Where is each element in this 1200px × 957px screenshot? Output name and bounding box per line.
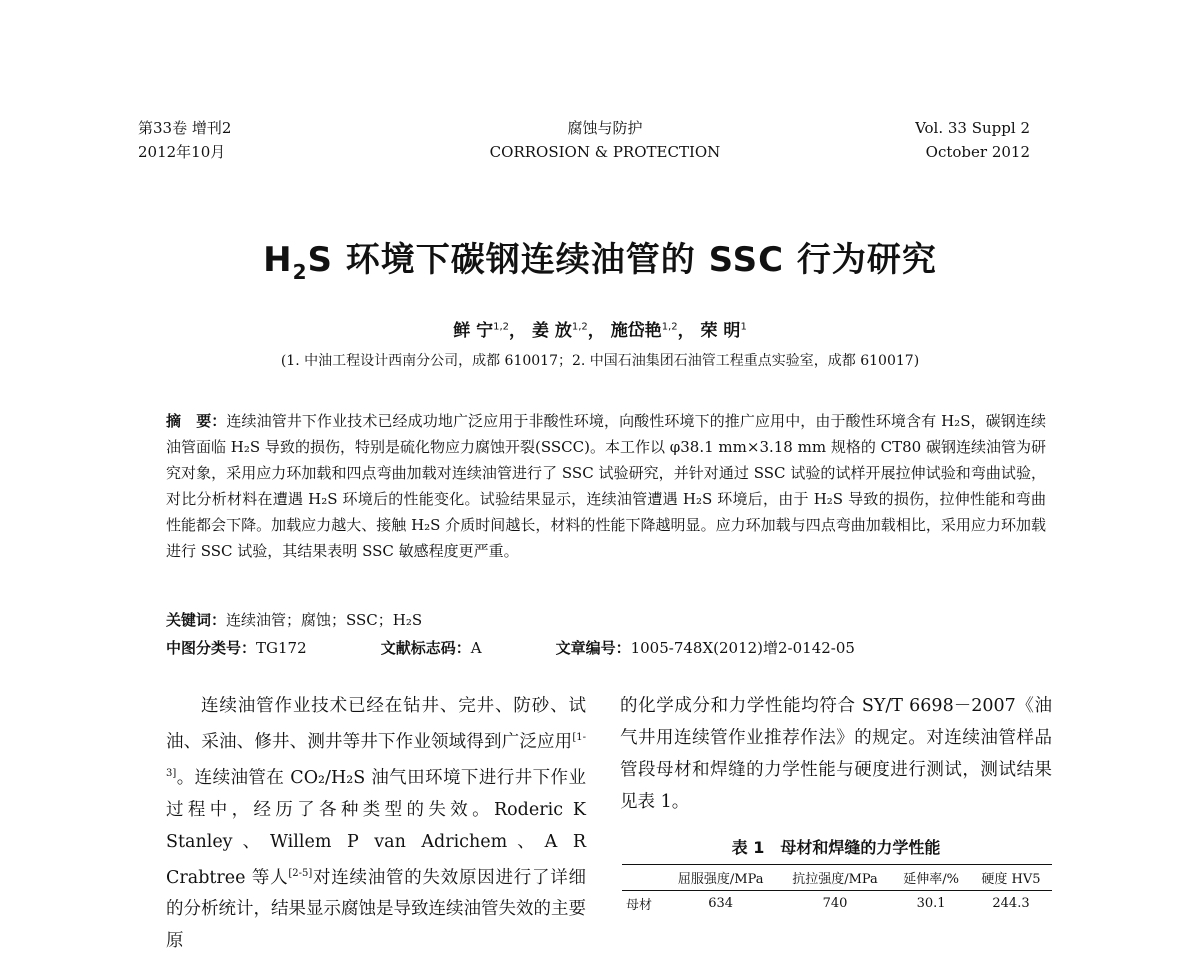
table-header: 抗拉强度/MPa xyxy=(792,872,878,887)
header-volume: 第33卷 增刊2 xyxy=(138,119,232,137)
header-left xyxy=(138,116,231,164)
keywords-label: 关键词： xyxy=(166,611,227,629)
author: 鲜 宁$^{1,2}$， xyxy=(453,321,527,341)
classification-line xyxy=(166,637,1046,658)
doc-code-value: A xyxy=(470,639,482,657)
clc-value: TG172 xyxy=(256,639,307,657)
article-no-label: 文章编号： xyxy=(555,639,631,657)
abstract-text: 连续油管井下作业技术已经成功地广泛应用于非酸性环境，向酸性环境下的推广应用中，由于酸性环境含有 H₂S，碳钢连续油管面临 H₂S 导致的损伤，特别是硫化物应力腐蚀开裂(SSCC)。本工作以 φ38.1 mm×3.18 mm 规格的 CT80 碳钢连续油管为研究对象，采用应力环加载和四点弯曲加载对连续油管进行了 SSC 试验研究，并针对通过 SSC 试验的试样开展拉伸试验和弯曲试验，对比分析材料在遭遇 H₂S 环境后的性能变化。试验结果显示，连续油管遭遇 H₂S 环境后，由于 H₂S 导致的损伤，拉伸性能和弯曲性能都会下降。加载应力越大、接触 H₂S 介质时间越长，材料的性能下降越明显。应力环加载与四点弯曲加载相比，采用应力环加载进行 SSC 试验，其结果表明 SSC 敏感程度更严重。 xyxy=(166,412,1046,560)
header-date: 2012年10月 xyxy=(138,143,226,161)
journal-name-cn: 腐蚀与防护 xyxy=(567,119,643,137)
abstract xyxy=(166,408,1046,564)
mechanical-properties-table xyxy=(622,864,1052,916)
body-paragraph: 连续油管作业技术已经在钻井、完井、防砂、试油、采油、修井、测井等井下作业领域得到广泛应用[1-3]。连续油管在 CO₂/H₂S 油气田环境下进行井下作业过程中，经历了各种类型的失效。Roderic K Stanley、Willem P van Adrichem、A R Crabtree 等人[2-5]对连续油管的失效原因进行了详细的分析统计，结果显示腐蚀是导致连续油管失效的主要原 xyxy=(166,696,586,952)
table-header: 屈服强度/MPa xyxy=(677,872,764,887)
author: 荣 明$^1$ xyxy=(700,321,747,341)
author: 施岱艳$^{1,2}$， xyxy=(610,321,695,341)
affiliation: (1. 中油工程设计西南分公司，成都 610017；2. 中国石油集团石油管工程重点实验室，成都 610017) xyxy=(280,353,920,369)
table-cell: 740 xyxy=(822,896,848,911)
table-row xyxy=(622,891,1052,917)
doc-code-label: 文献标志码： xyxy=(380,639,471,657)
table-header: 延伸率/% xyxy=(903,872,959,887)
table-title: 表 1 母材和焊缝的力学性能 xyxy=(731,838,941,857)
body-paragraph: 的化学成分和力学性能均符合 SY/T 6698－2007《油气井用连续管作业推荐作法》的规定。对连续油管样品管段母材和焊缝的力学性能与硬度进行测试，测试结果见表 1。 xyxy=(620,696,1052,812)
header-center xyxy=(440,116,770,164)
abstract-label: 摘 要： xyxy=(166,412,227,430)
table-cell: 30.1 xyxy=(916,896,946,911)
keywords xyxy=(166,609,422,630)
table-header-row xyxy=(622,865,1052,891)
paper-title: $H_2S$ 环境下碳钢连续油管的 SSC 行为研究 xyxy=(263,240,937,284)
table-cell: 母材 xyxy=(626,898,653,913)
table-cell: 634 xyxy=(708,896,734,911)
article-no-value: 1005-748X(2012)增2-0142-05 xyxy=(630,639,855,657)
header-volume-en: Vol. 33 Suppl 2 xyxy=(915,119,1030,137)
header-right xyxy=(915,116,1030,164)
table-cell: 244.3 xyxy=(992,896,1030,911)
body-right-column xyxy=(620,690,1052,818)
citation: [2-5] xyxy=(288,867,313,879)
citation: [1-3] xyxy=(166,732,586,779)
header-date-en: October 2012 xyxy=(925,143,1030,161)
author-list xyxy=(0,316,1200,341)
table-header xyxy=(622,865,664,891)
author: 姜 放$^{1,2}$， xyxy=(531,321,605,341)
clc-label: 中图分类号： xyxy=(166,639,257,657)
journal-name-en: CORROSION & PROTECTION xyxy=(489,143,721,161)
keywords-text: 连续油管；腐蚀；SSC；H₂S xyxy=(226,611,423,629)
table-header: 硬度 HV5 xyxy=(981,872,1041,887)
